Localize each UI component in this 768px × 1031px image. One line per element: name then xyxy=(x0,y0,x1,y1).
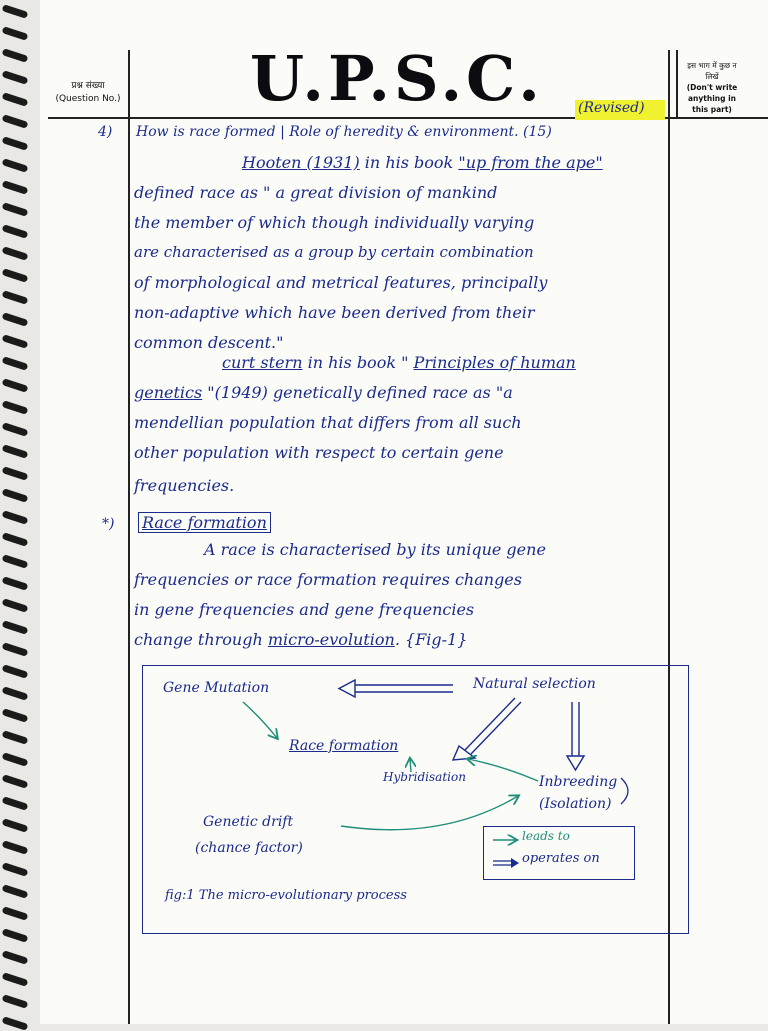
gene-mutation-label: Gene Mutation xyxy=(163,680,270,696)
ns-to-gm-arrow xyxy=(339,680,453,697)
inbreeding-to-hybrid-arrow xyxy=(468,759,538,781)
spiral-coil xyxy=(2,312,29,327)
question-number-label: प्रश्न संख्या (Question No.) xyxy=(55,81,121,104)
spiral-coil xyxy=(2,268,29,283)
ns-to-inbreeding-arrow xyxy=(567,702,584,770)
hybridisation-label: Hybridisation xyxy=(383,770,466,784)
spiral-coil xyxy=(2,92,29,107)
margin-box-rule xyxy=(676,50,678,118)
isolation-label: (Isolation) xyxy=(539,796,612,812)
revised-label: (Revised) xyxy=(578,100,645,116)
margin-note: इस भाग में कुछ न लिखें (Don't write anything in this part) xyxy=(686,61,738,114)
inbreeding-label: Inbreeding xyxy=(539,774,618,790)
question-number: 4) xyxy=(98,124,113,140)
spiral-coil xyxy=(2,26,29,41)
spiral-coil xyxy=(2,884,29,899)
race-line-4: change through micro-evolution. {Fig-1} xyxy=(134,630,468,649)
spiral-coil xyxy=(2,378,29,393)
legend-leads-to: leads to xyxy=(522,829,570,843)
notebook-spiral xyxy=(0,0,40,1024)
figure-caption: fig:1 The micro-evolutionary process xyxy=(165,888,407,903)
question-title: How is race formed | Role of heredity & environment. (15) xyxy=(136,124,552,140)
inbreeding-brace xyxy=(621,778,628,804)
spiral-coil xyxy=(2,246,29,261)
spiral-coil xyxy=(2,928,29,943)
spiral-coil xyxy=(2,950,29,965)
spiral-coil xyxy=(2,466,29,481)
spiral-coil xyxy=(2,532,29,547)
drift-to-inbreeding-arrow xyxy=(341,796,518,830)
spiral-coil xyxy=(2,642,29,657)
spiral-coil xyxy=(2,356,29,371)
stern-line-1: curt stern in his book " Principles of human xyxy=(222,353,576,372)
race-formation-heading: Race formation xyxy=(138,513,271,532)
race-line-2: frequencies or race formation requires changes xyxy=(134,570,522,589)
spiral-coil xyxy=(2,290,29,305)
spiral-coil xyxy=(2,136,29,151)
spiral-coil xyxy=(2,400,29,415)
spiral-coil xyxy=(2,862,29,877)
gm-to-race-arrow xyxy=(243,702,277,738)
spiral-coil xyxy=(2,620,29,635)
race-formation-label: Race formation xyxy=(289,738,399,754)
hooten-line-2: defined race as " a great division of mankind xyxy=(134,183,498,202)
spiral-coil xyxy=(2,510,29,525)
spiral-coil xyxy=(2,598,29,613)
spiral-coil xyxy=(2,202,29,217)
spiral-coil xyxy=(2,664,29,679)
hooten-line-6: non-adaptive which have been derived from their xyxy=(134,303,535,322)
bullet: *) xyxy=(102,516,115,532)
spiral-coil xyxy=(2,708,29,723)
spiral-coil xyxy=(2,796,29,811)
hooten-line-4: are characterised as a group by certain combination xyxy=(134,243,534,261)
stern-line-5: frequencies. xyxy=(134,476,235,495)
spiral-coil xyxy=(2,334,29,349)
stern-line-3: mendellian population that differs from all such xyxy=(134,413,522,432)
chance-factor-label: (chance factor) xyxy=(195,840,303,856)
spiral-coil xyxy=(2,114,29,129)
spiral-coil xyxy=(2,752,29,767)
spiral-coil xyxy=(2,48,29,63)
spiral-coil xyxy=(2,994,29,1009)
spiral-coil xyxy=(2,774,29,789)
ns-to-race-arrow xyxy=(453,698,521,760)
race-line-3: in gene frequencies and gene frequencies xyxy=(134,600,475,619)
race-line-1: A race is characterised by its unique gene xyxy=(204,540,546,559)
hooten-line-1: Hooten (1931) in his book "up from the ape" xyxy=(242,153,603,172)
spiral-coil xyxy=(2,4,29,19)
stern-line-2: genetics "(1949) genetically defined race as "a xyxy=(134,383,513,402)
natural-selection-label: Natural selection xyxy=(473,676,596,692)
spiral-coil xyxy=(2,444,29,459)
brand-title: U.P.S.C. xyxy=(250,42,544,115)
spiral-coil xyxy=(2,730,29,745)
spiral-coil xyxy=(2,906,29,921)
spiral-coil xyxy=(2,576,29,591)
spiral-coil xyxy=(2,158,29,173)
spiral-coil xyxy=(2,818,29,833)
spiral-coil xyxy=(2,70,29,85)
spiral-coil xyxy=(2,224,29,239)
spiral-coil xyxy=(2,422,29,437)
hooten-line-7: common descent." xyxy=(134,333,284,352)
spiral-coil xyxy=(2,840,29,855)
hooten-line-5: of morphological and metrical features, principally xyxy=(134,273,548,292)
hooten-line-3: the member of which though individually varying xyxy=(134,213,535,232)
micro-evolution-diagram xyxy=(142,665,689,934)
spiral-coil xyxy=(2,686,29,701)
genetic-drift-label: Genetic drift xyxy=(203,814,294,830)
diagram-legend xyxy=(483,826,635,880)
spiral-coil xyxy=(2,180,29,195)
spiral-coil xyxy=(2,972,29,987)
left-margin-rule xyxy=(128,50,130,1024)
stern-line-4: other population with respect to certain gene xyxy=(134,443,504,462)
spiral-coil xyxy=(2,488,29,503)
legend-operates-on: operates on xyxy=(522,851,600,866)
spiral-coil xyxy=(2,554,29,569)
